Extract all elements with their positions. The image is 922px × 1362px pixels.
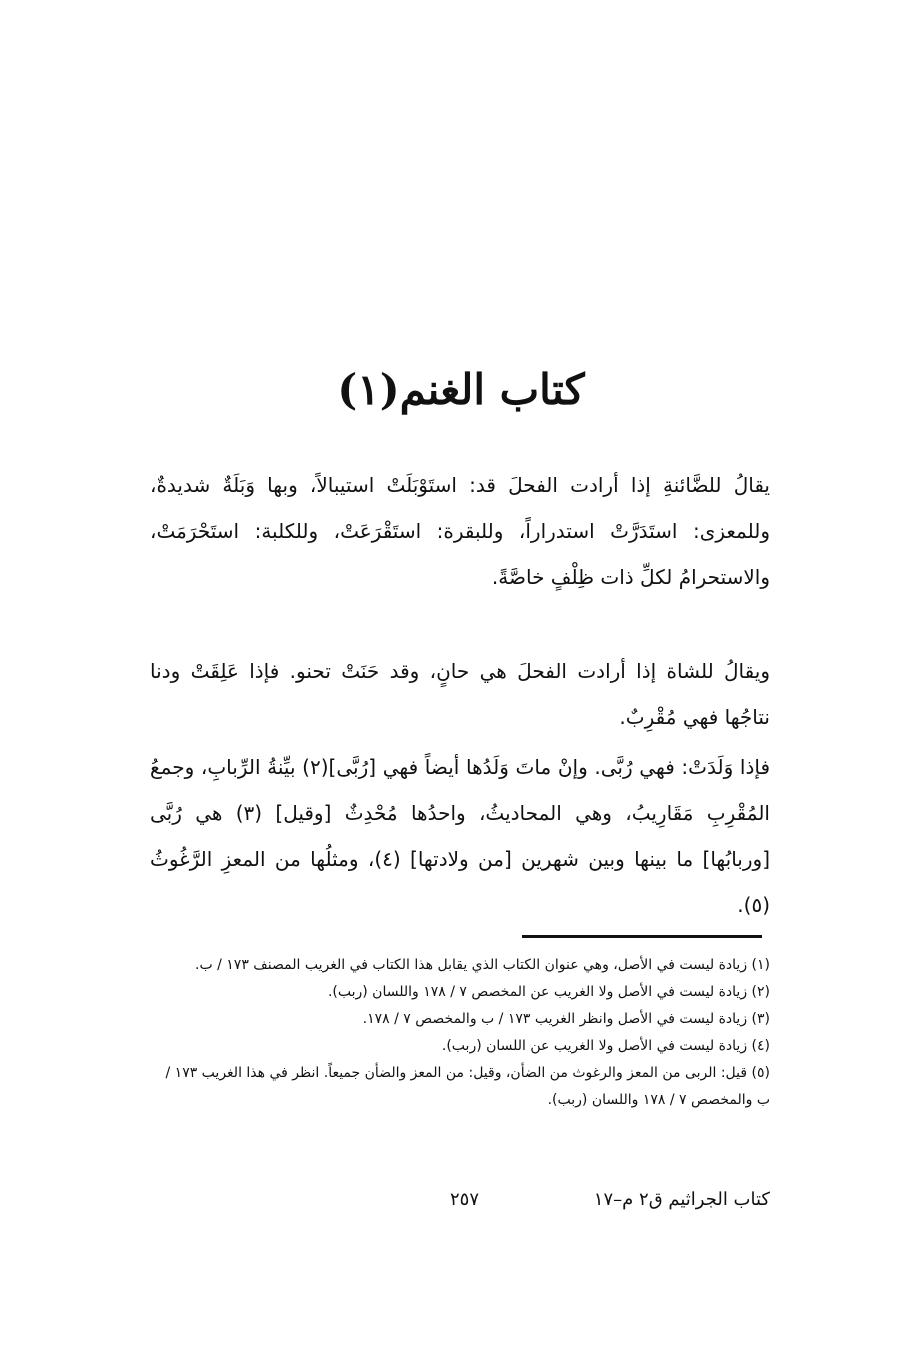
book-signature: كتاب الجراثيم ق٢ م–١٧ [593,1189,770,1210]
paragraph-2: ويقالُ للشاة إذا أرادت الفحلَ هي حانٍ، وقد حَنَتْ تحنو. فإذا عَلِقَتْ ودنا نتاجُها فهي مُقْرِبٌ. [150,659,770,729]
paragraph-3: فإذا وَلَدَتْ: فهي رُبَّى. وإنْ ماتَ وَلَدُها أيضاً فهي [رُبَّى](٢) بيِّنةُ الرِّبابِ، وجمعُ المُقْرِبِ مَقَارِيبُ، وهي المحاديثُ، واحدُها مُحْدِثٌ [وقيل] (٣) هي رُبَّى [وربابُها] ما بينها وبين شهرين [من ولادتها] (٤)، ومثلُها من المعزِ الرَّغُوثُ (٥). [150,755,770,917]
footnote-5: (٥) قيل: الربى من المعز والرغوث من الضأن، وقيل: من المعز والضأن جميعاً. انظر في هذا الغريب ١٧٣ / ب والمخصص ٧ / ١٧٨ واللسان (ربب). [165,1065,770,1108]
page-footer [150,1180,770,1220]
footnote-1: (١) زيادة ليست في الأصل، وهي عنوان الكتاب الذي يقابل هذا الكتاب في الغريب المصنف ١٧٣ / ب. [195,957,770,973]
footnotes [150,952,770,1114]
footnote-2: (٢) زيادة ليست في الأصل ولا الغريب عن المخصص ٧ / ١٧٨ واللسان (ربب). [327,984,770,1000]
page-number: ٢٥٧ [450,1189,480,1210]
chapter-title: كتاب الغنم(١) [337,365,585,415]
footnote-4: (٤) زيادة ليست في الأصل ولا الغريب عن اللسان (ربب). [441,1038,770,1054]
paragraph-1: يقالُ للضَّائنةِ إذا أرادت الفحلَ قد: استَوْبَلَتْ استيبالاً، وبها وَبَلَةٌ شديدةٌ، وللمعزى: استَدَرَّتْ استدراراً، وللبقرة: استَقْرَعَتْ، وللكلبة: استَحْرَمَتْ، والاستحرامُ لكلِّ ذات ظِلْفٍ خاصَّةً. [150,473,770,589]
footnote-divider [522,935,762,938]
footnote-3: (٣) زيادة ليست في الأصل وانظر الغريب ١٧٣ / ب والمخصص ٧ / ١٧٨. [362,1011,770,1027]
